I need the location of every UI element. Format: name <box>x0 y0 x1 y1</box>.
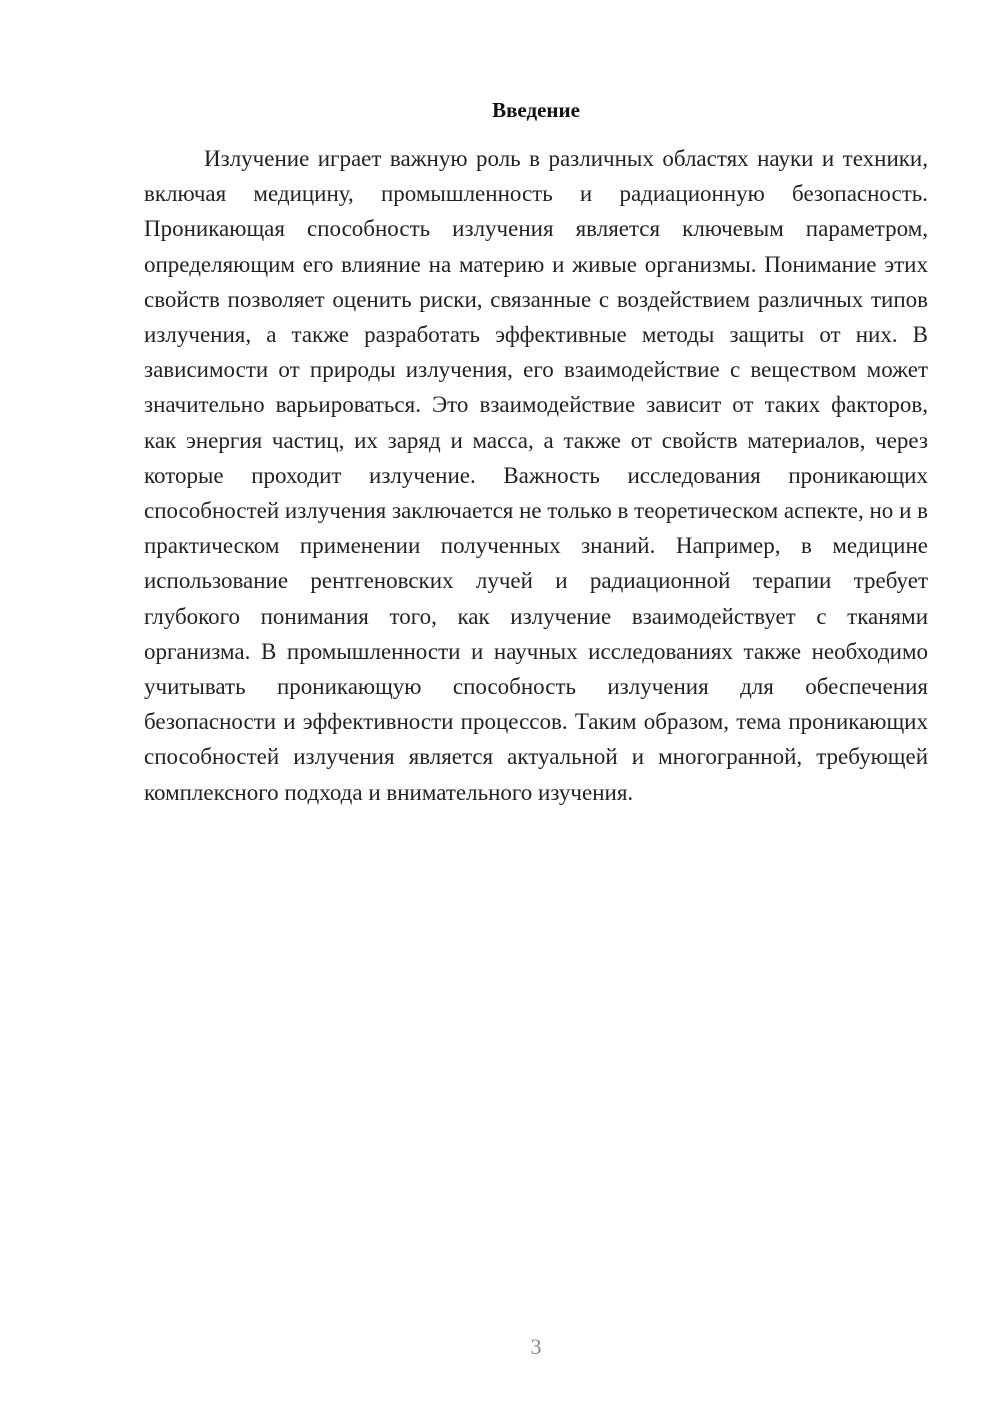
body-paragraph: Излучение играет важную роль в различных областях науки и техники, включая медицину, промышленность и радиационную безопасность. Проникающая способность излучения является ключевым параметром, определяющим его влияние на материю и живые организмы. Понимание этих свойств позволяет оценить риски, связанные с воздействием различных типов излучения, а также разработать эффективные методы защиты от них. В зависимости от природы излучения, его взаимодействие с веществом может значительно варьироваться. Это взаимодействие зависит от таких факторов, как энергия частиц, их заряд и масса, а также от свойств материалов, через которые проходит излучение. Важность исследования проникающих способностей излучения заключается не только в теоретическом аспекте, но и в практическом применении полученных знаний. Например, в медицине использование рентгеновских лучей и радиационной терапии требует глубокого понимания того, как излучение взаимодействует с тканями организма. В промышленности и научных исследованиях также необходимо учитывать проникающую способность излучения для обеспечения безопасности и эффективности процессов. Таким образом, тема проникающих способностей излучения является актуальной и многогранной, требующей комплексного подхода и внимательного изучения. <box>144 146 928 805</box>
page-number: 3 <box>530 1334 542 1359</box>
section-heading: Введение <box>492 98 580 122</box>
